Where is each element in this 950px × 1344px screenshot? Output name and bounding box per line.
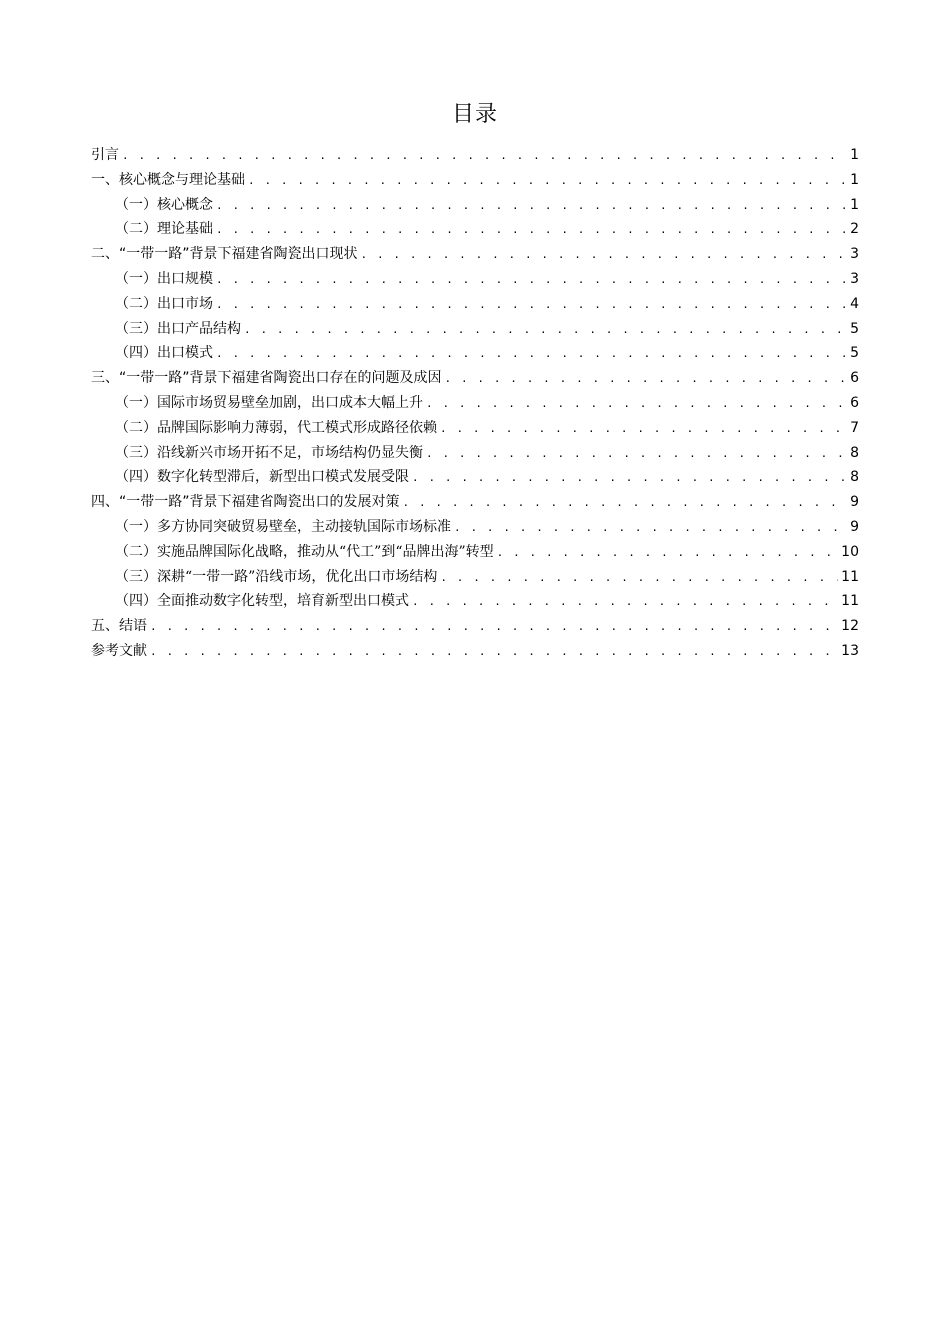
toc-page-number: 11: [841, 568, 859, 585]
toc-subentry[interactable]: [91, 565, 859, 590]
dot-leader: [454, 516, 846, 541]
toc-page-number: 12: [841, 618, 859, 635]
dot-leader: [361, 243, 846, 268]
dot-leader: [216, 293, 846, 318]
toc-page-number: 1: [850, 147, 859, 163]
dot-leader: [426, 392, 846, 417]
toc-subentry[interactable]: [91, 292, 859, 317]
dot-leader: [216, 342, 846, 367]
dot-leader: [445, 367, 846, 392]
toc-entry-title: （一）核心概念: [115, 196, 213, 213]
dot-leader: [216, 268, 846, 293]
dot-leader: [150, 640, 838, 665]
toc-page-number: 7: [850, 419, 859, 436]
toc-page-number: 1: [850, 196, 859, 213]
dot-leader: [150, 615, 838, 640]
toc-entry[interactable]: [91, 366, 859, 391]
toc-entry-title: （三）沿线新兴市场开拓不足，市场结构仍显失衡: [115, 444, 423, 461]
dot-leader: [440, 566, 838, 591]
toc-page-number: 3: [850, 270, 859, 287]
toc-entry-title: （一）国际市场贸易壁垒加剧，出口成本大幅上升: [115, 394, 423, 411]
toc-page-number: 3: [850, 246, 859, 263]
toc-entry[interactable]: [91, 614, 859, 639]
toc-page-number: 8: [850, 469, 859, 486]
dot-leader: [244, 318, 846, 343]
dot-leader: [216, 218, 846, 243]
toc-page-number: 6: [850, 370, 859, 387]
toc-subentry[interactable]: [91, 540, 859, 565]
toc-page-number: 6: [850, 394, 859, 411]
dot-leader: [122, 144, 846, 169]
toc-subentry[interactable]: [91, 391, 859, 416]
toc-subentry[interactable]: [91, 416, 859, 441]
toc-entry[interactable]: [91, 143, 859, 168]
toc-page-number: 1: [850, 171, 859, 188]
toc-subentry[interactable]: [91, 193, 859, 218]
toc-page-number: 5: [850, 320, 859, 337]
dot-leader: [497, 541, 839, 566]
toc-entry[interactable]: [91, 168, 859, 193]
toc-page-number: 9: [850, 518, 859, 535]
toc-entry-title: 引言: [91, 147, 119, 163]
toc-entry-title: （一）多方协同突破贸易壁垒，主动接轨国际市场标准: [115, 518, 451, 535]
toc-entry-title: （二）出口市场: [115, 295, 213, 312]
toc-entry-title: （一）出口规模: [115, 270, 213, 287]
toc-entry-title: 二、“一带一路”背景下福建省陶瓷出口现状: [91, 246, 358, 263]
toc-page-number: 2: [850, 221, 859, 238]
dot-leader: [426, 442, 846, 467]
toc-entry-title: 五、结语: [91, 618, 147, 635]
toc-page-number: 8: [850, 444, 859, 461]
toc-entry-title: 参考文献: [91, 642, 147, 659]
toc-entry[interactable]: [91, 242, 859, 267]
dot-leader: [412, 466, 846, 491]
toc-subentry[interactable]: [91, 465, 859, 490]
toc-title: 目录: [451, 102, 498, 127]
toc-entry-title: 三、“一带一路”背景下福建省陶瓷出口存在的问题及成因: [91, 370, 442, 387]
toc-entry-title: （三）出口产品结构: [115, 320, 241, 337]
toc-entry-title: （二）理论基础: [115, 221, 213, 238]
toc-subentry[interactable]: [91, 341, 859, 366]
toc-entry-title: （二）实施品牌国际化战略，推动从“代工”到“品牌出海”转型: [115, 543, 494, 560]
toc-page-number: 10: [841, 543, 859, 560]
toc-entry-title: （四）全面推动数字化转型，培育新型出口模式: [115, 593, 409, 610]
toc-page-number: 4: [850, 295, 859, 312]
toc-subentry[interactable]: [91, 317, 859, 342]
toc-entry-title: （四）出口模式: [115, 345, 213, 362]
dot-leader: [403, 491, 846, 516]
toc-page-number: 9: [850, 494, 859, 511]
toc-entry[interactable]: [91, 639, 859, 664]
toc-entry-title: 一、核心概念与理论基础: [91, 171, 245, 188]
toc-subentry[interactable]: [91, 515, 859, 540]
toc-subentry[interactable]: [91, 217, 859, 242]
toc-subentry[interactable]: [91, 589, 859, 614]
toc-entry-title: 四、“一带一路”背景下福建省陶瓷出口的发展对策: [91, 494, 400, 511]
dot-leader: [412, 590, 838, 615]
dot-leader: [440, 417, 846, 442]
toc-subentry[interactable]: [91, 267, 859, 292]
dot-leader: [248, 169, 846, 194]
toc-subentry[interactable]: [91, 441, 859, 466]
table-of-contents: [91, 143, 859, 664]
toc-page-number: 5: [850, 345, 859, 362]
dot-leader: [216, 194, 846, 219]
toc-page-number: 13: [841, 642, 859, 659]
toc-entry-title: （二）品牌国际影响力薄弱，代工模式形成路径依赖: [115, 419, 437, 436]
toc-entry-title: （三）深耕“一带一路”沿线市场，优化出口市场结构: [115, 568, 438, 585]
toc-entry-title: （四）数字化转型滞后，新型出口模式发展受限: [115, 469, 409, 486]
toc-page-number: 11: [841, 593, 859, 610]
toc-entry[interactable]: [91, 490, 859, 515]
